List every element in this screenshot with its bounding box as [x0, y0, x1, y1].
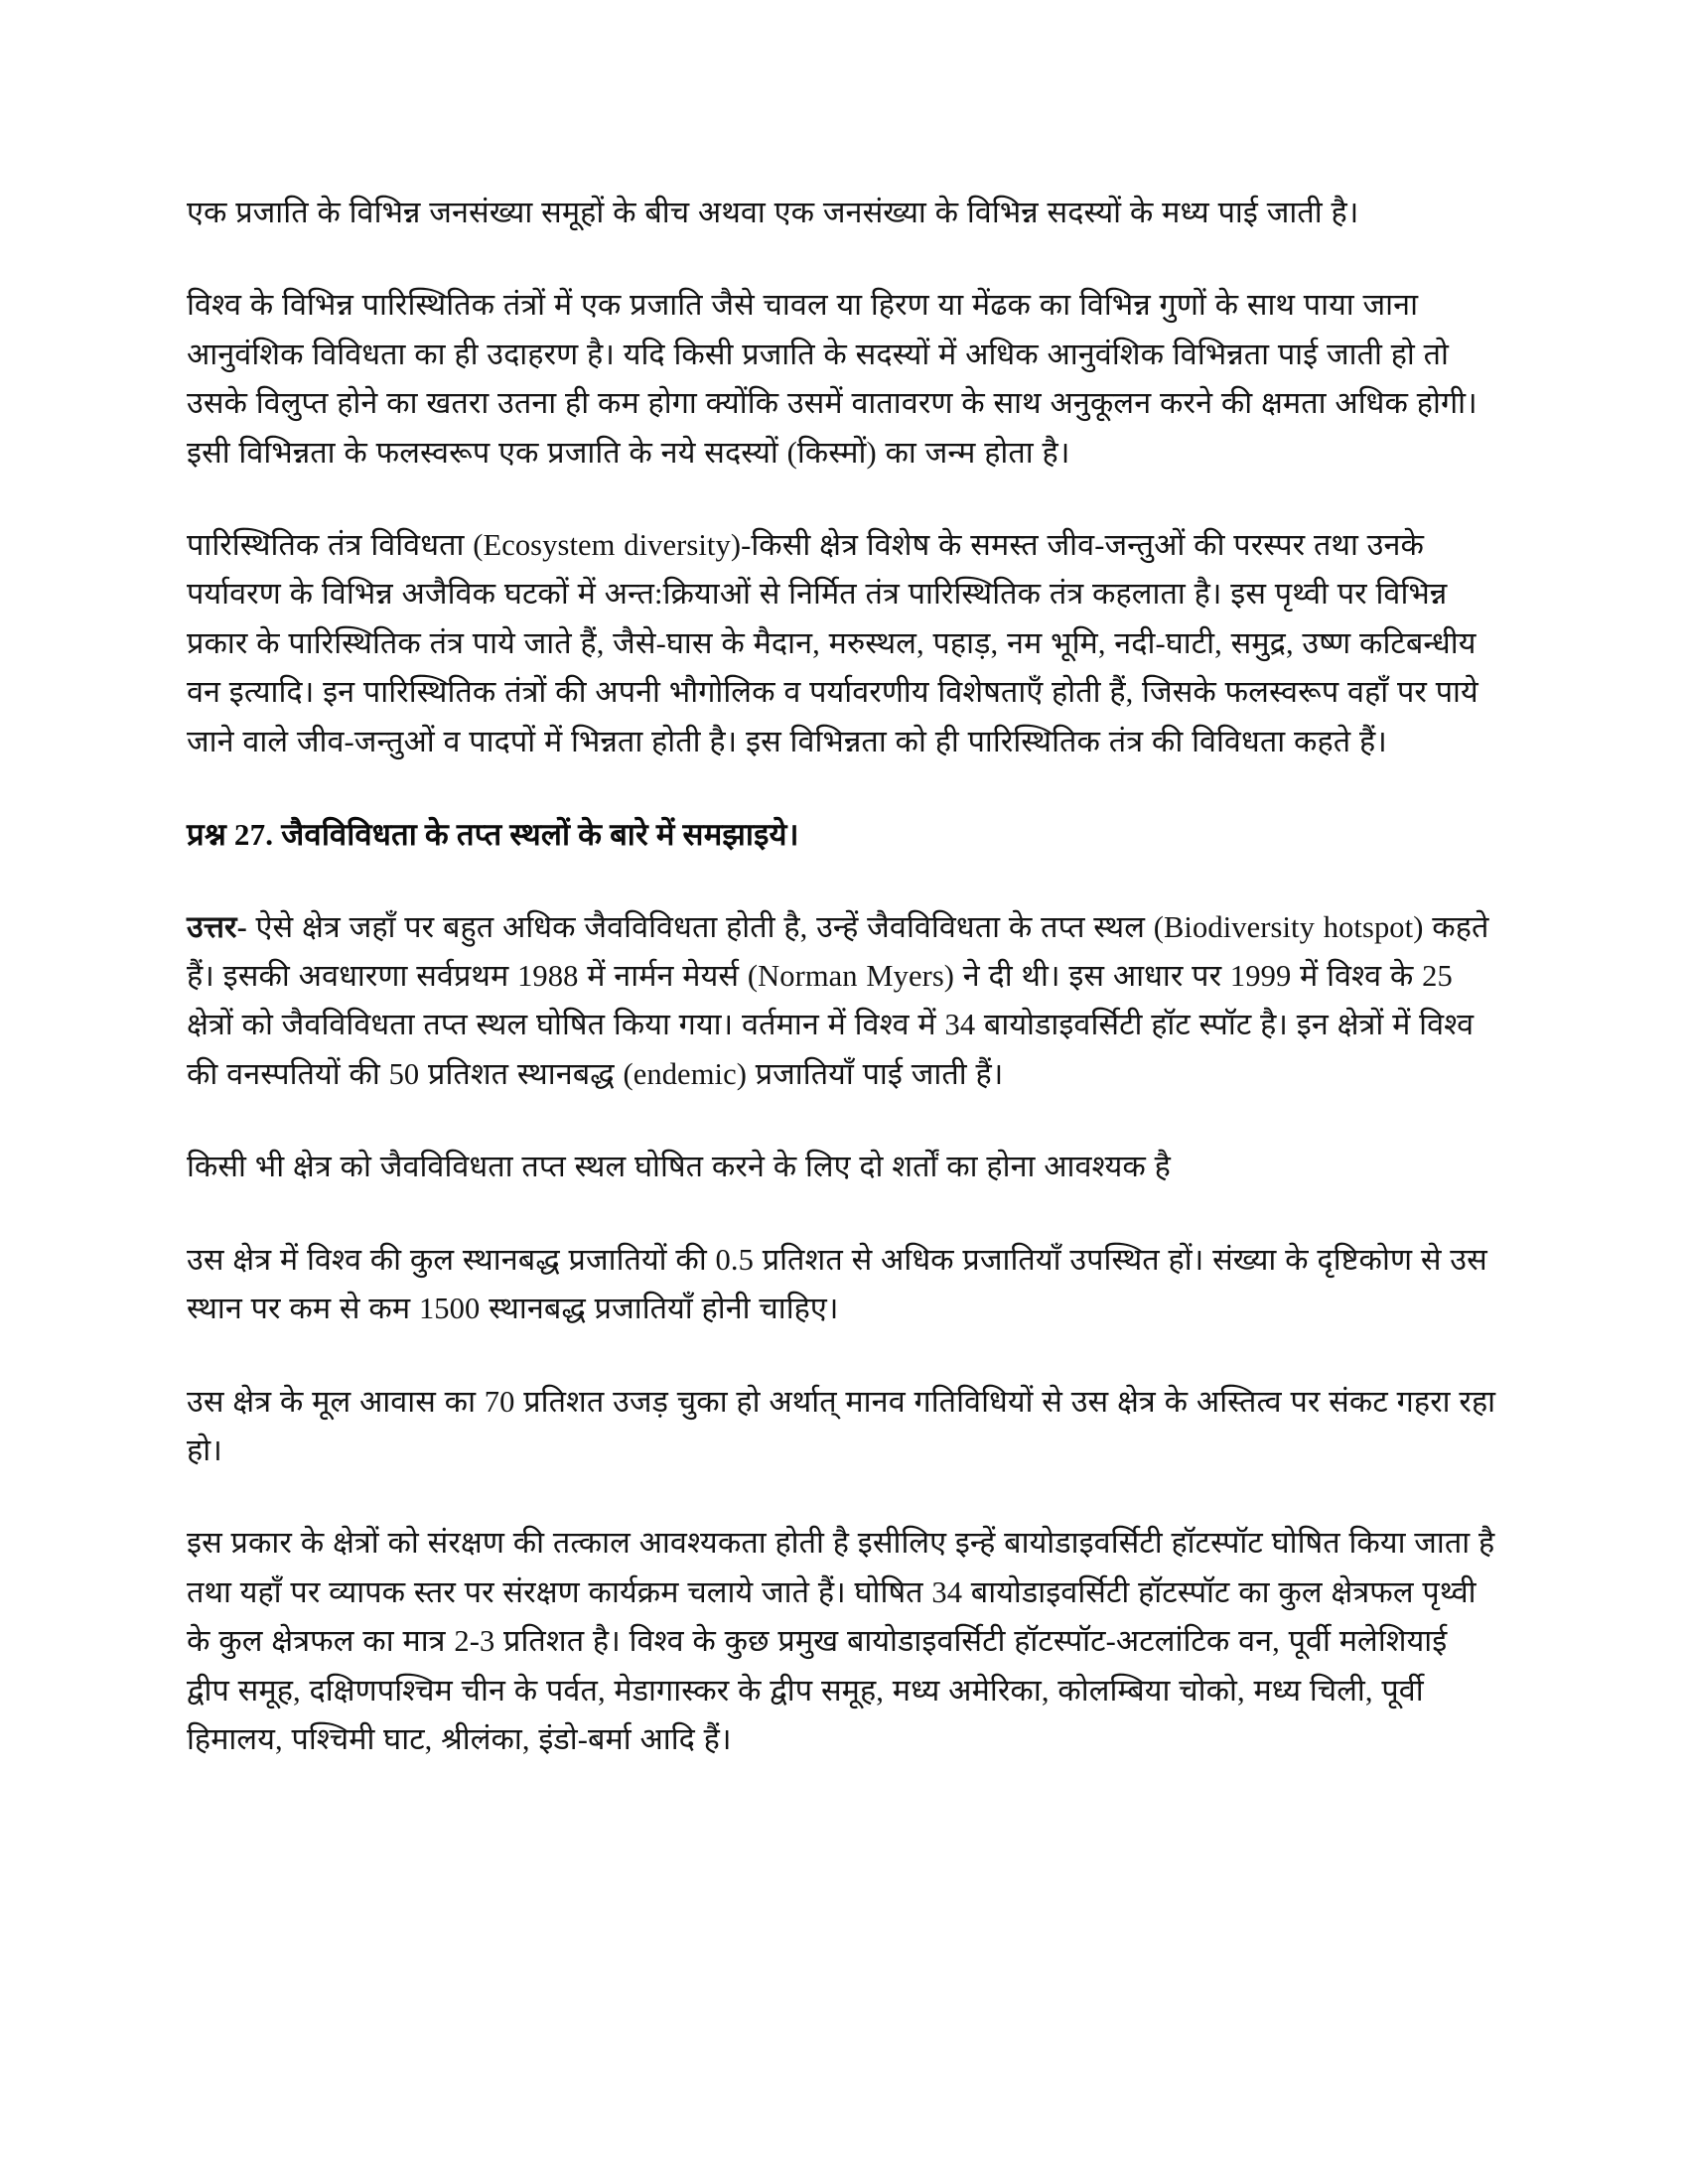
answer-label: उत्तर-	[187, 909, 247, 944]
paragraph-condition-two: उस क्षेत्र के मूल आवास का 70 प्रतिशत उजड़ चुका हो अर्थात् मानव गतिविधियों से उस क्षेत्र के अस्तित्व पर संकट गहरा रहा हो।	[187, 1384, 1496, 1467]
paragraph-conditions-intro: किसी भी क्षेत्र को जैवविविधता तप्त स्थल घोषित करने के लिए दो शर्तों का होना आवश्यक है	[187, 1150, 1171, 1184]
paragraph-genetic-diversity-continued: एक प्रजाति के विभिन्न जनसंख्या समूहों के बीच अथवा एक जनसंख्या के विभिन्न सदस्यों के मध्य पाई जाती है।	[187, 196, 1359, 229]
answer-paragraph-27	[187, 903, 1497, 1100]
paragraph-genetic-diversity-example: विश्व के विभिन्न पारिस्थितिक तंत्रों में एक प्रजाति जैसे चावल या हिरण या मेंढक का विभिन्न गुणों के साथ पाया जाना आनुवंशिक विविधता का ही उदाहरण है। यदि किसी प्रजाति के सदस्यों में अधिक आनुवंशिक विभिन्नता पाई जाती हो तो उसके विलुप्त होने का खतरा उतना ही कम होगा क्योंकि उसमें वातावरण के साथ अनुकूलन करने की क्षमता अधिक होगी। इसी विभिन्नता के फलस्वरूप एक प्रजाति के नये सदस्यों (किस्मों) का जन्म होता है।	[187, 288, 1477, 470]
paragraph-ecosystem-diversity: पारिस्थितिक तंत्र विविधता (Ecosystem diversity)-किसी क्षेत्र विशेष के समस्त जीव-जन्तुओं की परस्पर तथा उनके पर्यावरण के विभिन्न अजैविक घटकों में अन्त:क्रियाओं से निर्मित तंत्र पारिस्थितिक तंत्र कहलाता है। इस पृथ्वी पर विभिन्न प्रकार के पारिस्थितिक तंत्र पाये जाते हैं, जैसे-घास के मैदान, मरुस्थल, पहाड़, नम भूमि, नदी-घाटी, समुद्र, उष्ण कटिबन्धीय वन इत्यादि। इन पारिस्थितिक तंत्रों की अपनी भौगोलिक व पर्यावरणीय विशेषताएँ होती हैं, जिसके फलस्वरूप वहाँ पर पाये जाने वाले जीव-जन्तुओं व पादपों में भिन्नता होती है। इस विभिन्नता को ही पारिस्थितिक तंत्र की विविधता कहते हैं।	[187, 528, 1478, 758]
page-content	[187, 189, 1497, 1764]
paragraph-closing-hotspot-list: इस प्रकार के क्षेत्रों को संरक्षण की तत्काल आवश्यकता होती है इसीलिए इन्हें बायोडाइवर्सिटी हॉटस्पॉट घोषित किया जाता है तथा यहाँ पर व्यापक स्तर पर संरक्षण कार्यक्रम चलाये जाते हैं। घोषित 34 बायोडाइवर्सिटी हॉटस्पॉट का कुल क्षेत्रफल पृथ्वी के कुल क्षेत्रफल का मात्र 2-3 प्रतिशत है। विश्व के कुछ प्रमुख बायोडाइवर्सिटी हॉटस्पॉट-अटलांटिक वन, पूर्वी मलेशियाई द्वीप समूह, दक्षिणपश्चिम चीन के पर्वत, मेडागास्कर के द्वीप समूह, मध्य अमेरिका, कोलम्बिया चोको, मध्य चिली, पूर्वी हिमालय, पश्चिमी घाट, श्रीलंका, इंडो-बर्मा आदि हैं।	[187, 1526, 1495, 1756]
paragraph-condition-one: उस क्षेत्र में विश्व की कुल स्थानबद्ध प्रजातियों की 0.5 प्रतिशत से अधिक प्रजातियाँ उपस्थित हों। संख्या के दृष्टिकोण से उस स्थान पर कम से कम 1500 स्थानबद्ध प्रजातियाँ होनी चाहिए।	[187, 1242, 1487, 1326]
answer-text: ऐसे क्षेत्र जहाँ पर बहुत अधिक जैवविविधता होती है, उन्हें जैवविविधता के तप्त स्थल (Biodiversity hotspot) कहते हैं। इसकी अवधारणा सर्वप्रथम 1988 में नार्मन मेयर्स (Norman Myers) ने दी थी। इस आधार पर 1999 में विश्व के 25 क्षेत्रों को जैवविविधता तप्त स्थल घोषित किया गया। वर्तमान में विश्व में 34 बायोडाइवर्सिटी हॉट स्पॉट है। इन क्षेत्रों में विश्व की वनस्पतियों की 50 प्रतिशत स्थानबद्ध (endemic) प्रजातियाँ पाई जाती हैं।	[187, 909, 1489, 1091]
question-heading-27: प्रश्न 27. जैवविविधता के तप्त स्थलों के बारे में समझाइये।	[187, 817, 799, 853]
